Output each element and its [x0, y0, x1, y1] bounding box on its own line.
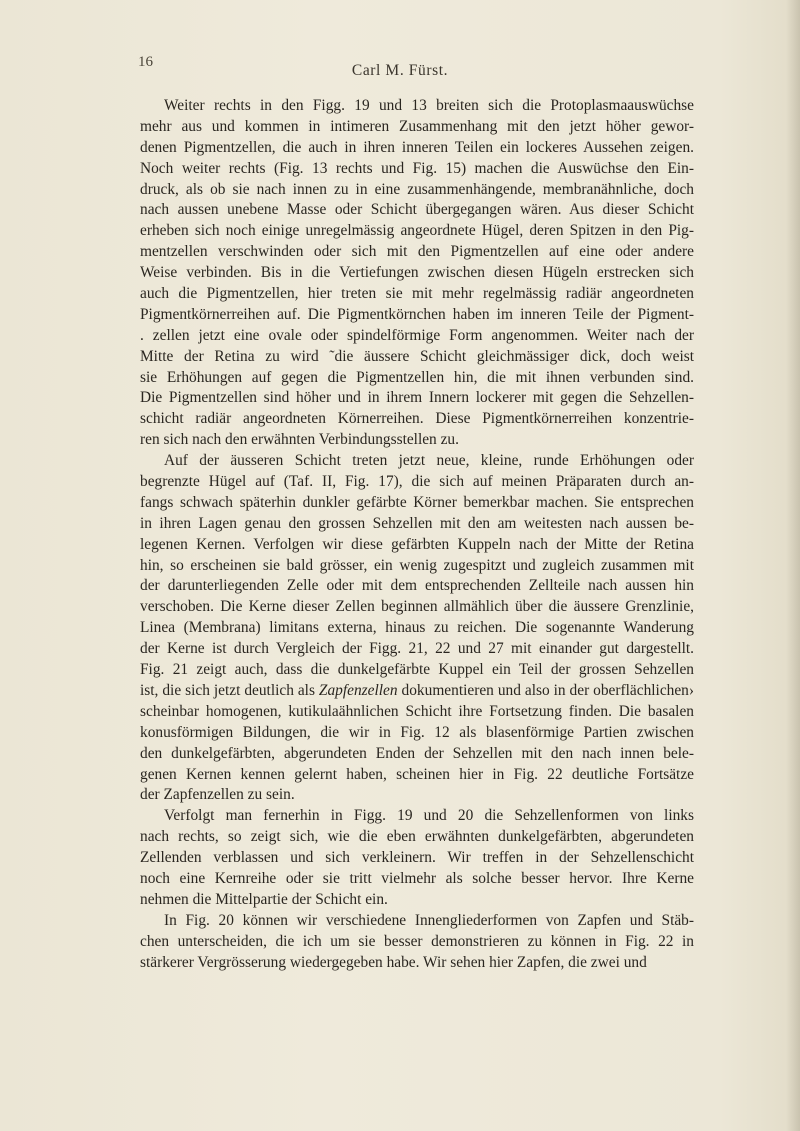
paragraph	[140, 806, 694, 910]
text-line: erheben sich noch einige unregelmässig angeordnete Hügel, deren Spitzen in den Pig-	[140, 222, 694, 240]
text-line: nehmen die Mittelpartie der Schicht ein.	[140, 890, 388, 908]
text-line: Weiter rechts in den Figg. 19 und 13 breiten sich die Protoplasmaauswüchse	[164, 97, 694, 114]
running-head: Carl M. Fürst.	[351, 62, 449, 79]
text-line: Fig. 21 zeigt auch, dass die dunkelgefärbte Kuppel ein Teil der grossen Sehzellen	[140, 661, 694, 679]
text-body	[140, 96, 694, 973]
text-line: ren sich nach den erwähnten Verbindungsstellen zu.	[140, 431, 459, 449]
text-line: nach rechts, so zeigt sich, wie die eben erwähnten dunkelgefärbten, abgerundeten	[140, 828, 694, 846]
text-line: den dunkelgefärbten, abgerundeten Enden der Sehzellen mit den nach innen bele-	[140, 744, 694, 762]
text-line: noch eine Kernreihe oder sie tritt vielmehr als solche besser hervor. Ihre Kerne	[140, 869, 694, 887]
text-line: Linea (Membrana) limitans externa, hinaus zu reichen. Die sogenannte Wanderung	[140, 619, 694, 637]
text-line: Die Pigmentzellen sind höher und in ihrem Innern lockerer mit gegen die Sehzellen-	[140, 389, 694, 407]
text-line: chen unterscheiden, die ich um sie besser demonstrieren zu können in Fig. 22 in	[140, 932, 694, 950]
text-line: Auf der äusseren Schicht treten jetzt neue, kleine, runde Erhöhungen oder	[164, 452, 694, 470]
text-line: schicht radiär angeordneten Körnerreihen. Diese Pigmentkörnerreihen konzentrie-	[140, 410, 694, 428]
text-line: Weise verbinden. Bis in die Vertiefungen zwischen diesen Hügeln erstrecken sich	[140, 264, 694, 282]
page-edge-shadow	[786, 0, 800, 1131]
text-line: hin, so erscheinen sie bald grösser, ein wenig zugespitzt und zugleich zusammen mit	[140, 556, 694, 574]
text-line: konusförmigen Bildungen, die wir in Fig. 12 als blasenförmige Partien zwischen	[140, 723, 694, 741]
text-line: . zellen jetzt eine ovale oder spindelförmige Form angenommen. Weiter nach der	[140, 326, 694, 344]
text-line: in ihren Lagen genau den grossen Sehzellen mit den am weitesten nach aussen be-	[140, 514, 694, 532]
text-line: fangs schwach späterhin dunkler gefärbte Körner bemerkbar machen. Sie entsprechen	[140, 493, 694, 511]
text-line: verschoben. Die Kerne dieser Zellen beginnen allmählich über die äussere Grenzlinie,	[140, 598, 694, 616]
paragraph	[140, 96, 694, 451]
text-line: druck, als ob sie nach innen zu in eine zusammenhängende, membranähnliche, doch	[140, 180, 694, 198]
page-number: 16	[138, 54, 153, 70]
text-line: auch die Pigmentzellen, hier treten sie mit mehr regelmässig radiär angeordneten	[140, 285, 694, 303]
text-line: scheinbar homogenen, kutikulaähnlichen Schicht ihre Fortsetzung finden. Die basalen	[140, 702, 694, 720]
text-line: Verfolgt man fernerhin in Figg. 19 und 20 die Sehzellenformen von links	[164, 807, 694, 825]
text-line: stärkerer Vergrösserung wiedergegeben habe. Wir sehen hier Zapfen, die zwei und	[140, 953, 647, 971]
text-line: Noch weiter rechts (Fig. 13 rechts und Fig. 15) machen die Auswüchse den Ein-	[140, 159, 694, 177]
text-line: der darunterliegenden Zelle oder mit dem entsprechenden Zellteile nach aussen hin	[140, 577, 694, 595]
text-line: Zellenden verblassen und sich verkleinern. Wir treffen in der Sehzellenschicht	[140, 849, 694, 867]
paragraph	[140, 451, 694, 806]
text-line: ist, die sich jetzt deutlich als Zapfenzellen dokumentieren und also in der oberflächlichen›	[140, 681, 694, 699]
text-line: mentzellen verschwinden oder sich mit den Pigmentzellen auf eine oder andere	[140, 243, 694, 261]
text-line: mehr aus und kommen in intimeren Zusammenhang mit den jetzt höher gewor-	[140, 117, 694, 135]
text-line: Mitte der Retina zu wird ˜die äussere Schicht gleichmässiger dick, doch weist	[140, 347, 694, 365]
text-line: begrenzte Hügel auf (Taf. II, Fig. 17), die sich auf meinen Präparaten durch an-	[140, 473, 694, 491]
text-line: genen Kernen kennen gelernt haben, scheinen hier in Fig. 22 deutliche Fortsätze	[140, 765, 694, 783]
text-line: In Fig. 20 können wir verschiedene Innengliederformen von Zapfen und Stäb-	[164, 911, 694, 929]
text-line: der Zapfenzellen zu sein.	[140, 786, 295, 804]
text-line: sie Erhöhungen auf gegen die Pigmentzellen hin, die mit ihnen verbunden sind.	[140, 368, 694, 386]
text-line: denen Pigmentzellen, die auch in ihren inneren Teilen ein lockeres Aussehen zeigen.	[140, 138, 694, 156]
text-line: nach aussen unebene Masse oder Schicht übergegangen wären. Aus dieser Schicht	[140, 201, 694, 219]
paragraph	[140, 911, 694, 974]
text-line: legenen Kernen. Verfolgen wir diese gefärbten Kuppeln nach der Mitte der Retina	[140, 535, 694, 553]
text-line: Pigmentkörnerreihen auf. Die Pigmentkörnchen haben im inneren Teile der Pigment-	[140, 305, 694, 323]
text-line: der Kerne ist durch Vergleich der Figg. 21, 22 und 27 mit einander gut dargestellt.	[140, 640, 694, 658]
